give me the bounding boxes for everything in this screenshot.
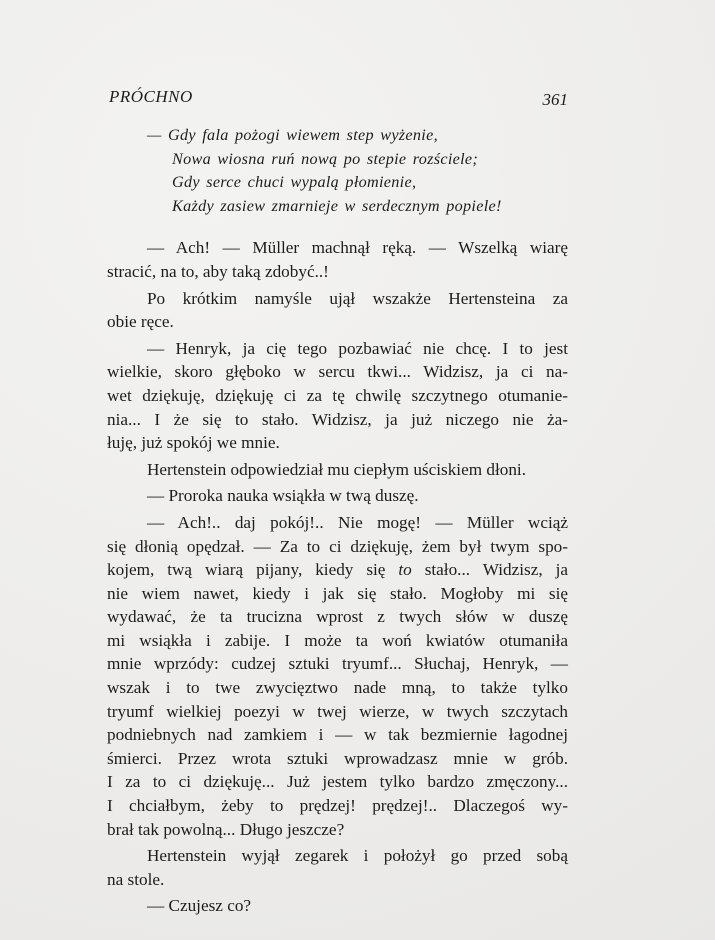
text-line: łuję, już spokój we mnie. [107, 433, 280, 453]
text-line: wet dziękuję, dziękuję ci za tę chwilę szczytnego otumanie- [107, 385, 568, 405]
text-line: — Czujesz co? [147, 896, 252, 916]
paragraph [107, 458, 568, 482]
text-line: kojem, twą wiarą pijany, kiedy się to stało... Widzisz, ja [107, 560, 568, 580]
text-line: wielkie, skoro głęboko w sercu tkwi... Widzisz, ja ci na- [107, 362, 568, 382]
prose-body [107, 236, 568, 918]
emphasized-word: to [398, 560, 412, 580]
text-line: stracić, na to, aby taką zdobyć..! [107, 261, 329, 281]
text-line: nie wiem nawet, kiedy i jak się stało. Mogłoby mi się [107, 583, 568, 603]
text-line: Po krótkim namyśle ujął wszakże Hertensteina za [147, 288, 568, 308]
paragraph [107, 844, 568, 891]
text-line: mnie wprzódy: cudzej sztuki tryumf... Słuchaj, Henryk, — [107, 654, 568, 674]
text-line: mi wsiąkła i zabije. I może ta woń kwiatów otumaniła [107, 630, 568, 650]
paragraph [107, 894, 568, 918]
text-line: obie ręce. [107, 312, 174, 332]
page-number: 361 [542, 90, 568, 109]
book-page [107, 84, 568, 921]
text-line: tryumf wielkiej poezyi w twej wierze, w twych szczytach [107, 701, 568, 721]
poem-line: Nowa wiosna ruń nową po stepie rozściele; [172, 149, 479, 168]
text-line: podniebnych nad zamkiem i — w tak bezmiernie łagodnej [107, 725, 568, 745]
text-line: śmierci. Przez wrota sztuki wprowadzasz mnie w grób. [107, 748, 568, 768]
poem-stanza [147, 124, 568, 218]
text-line: I chciałbym, żeby to prędzej! prędzej!.. Dlaczegoś wy- [107, 796, 568, 816]
text-line: na stole. [107, 869, 165, 889]
poem-line: Każdy zasiew zmarnieje w serdecznym popiele! [172, 196, 502, 215]
text-line: — Proroka nauka wsiąkła w twą duszę. [147, 486, 419, 506]
paragraph [107, 511, 568, 841]
text-line: — Ach!.. daj pokój!.. Nie mogę! — Müller wciąż [147, 512, 568, 532]
text-line: wszak i to twe zwycięztwo nade mną, to także tylko [107, 678, 568, 698]
text-line: — Henryk, ja cię tego pozbawiać nie chcę. I to jest [147, 338, 568, 358]
text-line: Hertenstein odpowiedział mu ciepłym uściskiem dłoni. [147, 459, 526, 479]
running-head [107, 84, 568, 114]
text-line: nia... I że się to stało. Widzisz, ja już niczego nie ża- [107, 409, 568, 429]
paragraph [107, 287, 568, 334]
poem-line: — Gdy fala pożogi wiewem step wyżenie, [147, 126, 438, 144]
poem-line: Gdy serce chuci wypalą płomienie, [172, 173, 417, 192]
text-line: się dłonią opędzał. — Za to ci dziękuję, żem był twym spo- [107, 536, 568, 556]
text-line: wydawać, że ta trucizna wprost z twych słów w duszę [107, 607, 568, 627]
paragraph [107, 484, 568, 508]
running-title: PRÓCHNO [109, 87, 193, 106]
text-line: I za to ci dziękuję... Już jestem tylko bardzo zmęczony... [107, 772, 568, 792]
text-line: — Ach! — Müller machnął ręką. — Wszelką wiarę [147, 238, 568, 258]
text-line: brał tak powolną... Długo jeszcze? [107, 819, 345, 839]
paragraph [107, 236, 568, 283]
paragraph [107, 337, 568, 455]
text-line: Hertenstein wyjął zegarek i położył go przed sobą [147, 846, 568, 866]
